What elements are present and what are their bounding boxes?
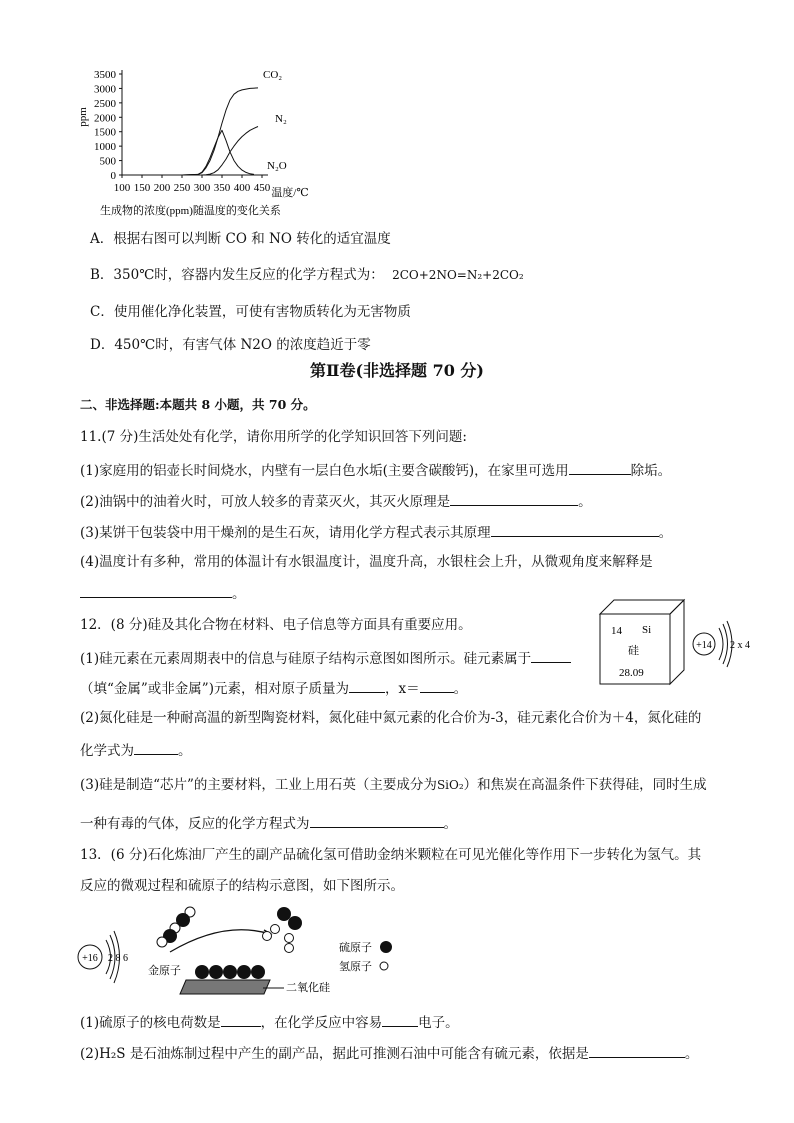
x-tick-label: 150: [133, 182, 151, 194]
q13-part1-text: (1)硫原子的核电荷数是: [80, 1015, 221, 1031]
q11-part1-text: (1)家庭用的铝壶长时间烧水，内壁有一层白色水垢(主要含碳酸钙)，在家里可选用: [80, 463, 569, 479]
series-label-n2: N₂: [275, 113, 287, 125]
q11-part3-end: 。: [658, 525, 673, 541]
x-tick-label: 200: [153, 182, 171, 194]
option-d: D．450℃时，有害气体 N2O 的浓度趋近于零: [90, 337, 371, 353]
q12-part1-x: ，x＝: [384, 681, 420, 697]
x-axis-label: 温度/℃: [271, 187, 309, 199]
sulfur-legend-dot: [380, 941, 392, 953]
answer-blank[interactable]: [420, 678, 454, 693]
option-b-formula: 2CO+2NO=N₂+2CO₂: [392, 268, 524, 282]
silicon-nucleus: +14: [696, 640, 712, 651]
series-n2o-line: [142, 130, 254, 175]
y-tick-label: 1500: [94, 126, 116, 139]
q12-part2-cont: [80, 740, 192, 760]
answer-blank[interactable]: [310, 813, 444, 828]
atomic-mass: 28.09: [619, 667, 644, 679]
q13-part2-end: 。: [684, 1046, 699, 1062]
q12-part3-cont: [80, 813, 457, 833]
series-label-n2o: N₂O: [267, 160, 287, 172]
q12-part3: [80, 776, 707, 794]
q12-part1-cont-text: （填“金属”或非金属”)元素，相对原子质量为: [80, 681, 349, 697]
product-molecules: [263, 907, 303, 953]
series-n2-line: [142, 127, 258, 176]
q11-part2-end: 。: [578, 494, 592, 510]
q12-part1-end: 。: [453, 681, 468, 697]
y-tick-label: 1000: [94, 141, 116, 154]
q12-part3-cont-text: 一种有毒的气体，反应的化学方程式为: [80, 816, 310, 832]
q11-part2-text: (2)油锅中的油着火时，可放人较多的青菜灭火，其灭火原理是: [80, 494, 451, 510]
x-tick-label: 350: [213, 182, 231, 194]
q13-stem: 13．(6 分)石化炼油厂产生的副产品硫化氢可借助金纳米颗粒在可见光催化等作用下一步转化为氢气。其: [80, 847, 702, 863]
section-heading: 二、非选择题:本题共 8 小题，共 70 分。: [80, 397, 316, 412]
q11-part1-end: 除垢。: [630, 463, 672, 479]
x-tick-label: 450: [253, 182, 271, 194]
answer-blank[interactable]: [221, 1012, 261, 1027]
series-label-co2: CO₂: [263, 69, 283, 81]
hydrogen-legend-label: 氢原子: [339, 961, 372, 973]
gold-atom-label: 金原子: [148, 965, 181, 977]
q12-part2: (2)氮化硅是一种耐高温的新型陶瓷材料，氮化硅中氮元素的化合价为-3，硅元素化合价为＋4，氮化硅的: [80, 710, 702, 726]
silicon-atom-diagram: [690, 618, 760, 668]
q11-part3-text: (3)某饼干包装袋中用干燥剂的是生石灰，请用化学方程式表示其原理: [80, 525, 491, 541]
silicon-shells: 2 x 4: [730, 640, 750, 651]
q13-part2: [80, 1043, 698, 1063]
section-title: 第Ⅱ卷(非选择题 70 分): [309, 361, 485, 380]
q12-part3-end: 。: [443, 816, 457, 832]
h2s-molecules: [157, 907, 195, 947]
silicon-element-cell: [596, 596, 688, 688]
answer-blank[interactable]: [382, 1012, 418, 1027]
x-tick-label: 250: [173, 182, 191, 194]
x-tick-label: 400: [233, 182, 251, 194]
q13-part1-text2: ，在化学反应中容易: [260, 1015, 383, 1031]
q12-part2-end: 。: [178, 743, 192, 759]
element-name: 硅: [628, 645, 639, 657]
silica-formula: SiO₂: [436, 778, 464, 792]
concentration-chart: [70, 55, 309, 225]
q12-part3-text: (3)硅是制造“芯片”的主要材料，工业上用石英（主要成分为: [80, 777, 437, 793]
y-tick-label: 500: [99, 155, 116, 168]
gold-atoms: [195, 965, 265, 979]
x-tick-label: 100: [113, 182, 131, 194]
chart-caption: 生成物的浓度(ppm)随温度的变化关系: [100, 205, 281, 217]
sulfur-shells: 2 8 6: [108, 953, 128, 964]
sulfur-legend-label: 硫原子: [339, 942, 372, 954]
option-a: A．根据右图可以判断 CO 和 NO 转化的适宜温度: [90, 231, 391, 247]
q11-part4-answer: [80, 583, 246, 603]
answer-blank[interactable]: [569, 460, 631, 475]
q12-part1-cont: [80, 678, 467, 698]
q12-part3-text2: ）和焦炭在高温条件下获得硅，同时生成: [463, 777, 707, 793]
hydrogen-legend-dot: [380, 962, 388, 970]
answer-blank[interactable]: [80, 583, 232, 598]
option-c: C．使用催化净化装置，可使有害物质转化为无害物质: [90, 304, 411, 320]
atomic-number: 14: [611, 625, 622, 637]
q12-part1-text: (1)硅元素在元素周期表中的信息与硅原子结构示意图如图所示。硅元素属于: [80, 651, 532, 667]
y-tick-label: 3000: [94, 83, 116, 96]
q11-part4-end: 。: [232, 586, 246, 602]
sulfur-nucleus: +16: [82, 953, 98, 964]
y-tick-label: 2000: [94, 112, 116, 125]
answer-blank[interactable]: [450, 491, 578, 506]
option-b: [90, 266, 524, 284]
y-tick-label: 0: [110, 170, 116, 182]
q12-part1: [80, 648, 571, 668]
q12-part2-cont-text: 化学式为: [80, 743, 134, 759]
element-symbol: Si: [642, 624, 652, 636]
silica-surface: [180, 980, 270, 994]
y-tick-label: 3500: [94, 69, 116, 81]
q11-part1: [80, 460, 671, 480]
answer-blank[interactable]: [349, 678, 385, 693]
series-co2-line: [142, 88, 258, 175]
q11-part4: (4)温度计有多种，常用的体温计有水银温度计，温度升高，水银柱会上升，从微观角度来解释是: [80, 554, 653, 570]
q11-part3: [80, 522, 672, 542]
y-tick-label: 2500: [94, 97, 116, 110]
q13-stem-cont: 反应的微观过程和硫原子的结构示意图，如下图所示。: [80, 878, 404, 894]
answer-blank[interactable]: [531, 648, 571, 663]
answer-blank[interactable]: [491, 522, 659, 537]
q13-part2-text: (2)H₂S 是石油炼制过程中产生的副产品，据此可推测石油中可能含有硫元素，依据是: [80, 1046, 589, 1062]
q11-part2: [80, 491, 592, 511]
answer-blank[interactable]: [589, 1043, 685, 1058]
y-axis-label: ppm: [77, 107, 89, 127]
reaction-diagram: [74, 900, 404, 1000]
q11-stem: 11.(7 分)生活处处有化学，请你用所学的化学知识回答下列问题:: [80, 429, 467, 445]
reaction-arrow: [170, 930, 270, 952]
option-b-text: B．350℃时，容器内发生反应的化学方程式为：: [90, 267, 384, 283]
q12-stem: 12．(8 分)硅及其化合物在材料、电子信息等方面具有重要应用。: [80, 617, 472, 633]
q13-part1: [80, 1012, 459, 1032]
silica-label: 二氧化硅: [286, 982, 330, 994]
x-tick-label: 300: [193, 182, 211, 194]
chart-series: [142, 88, 258, 175]
answer-blank[interactable]: [134, 740, 178, 755]
q13-part1-end: 电子。: [418, 1015, 459, 1031]
